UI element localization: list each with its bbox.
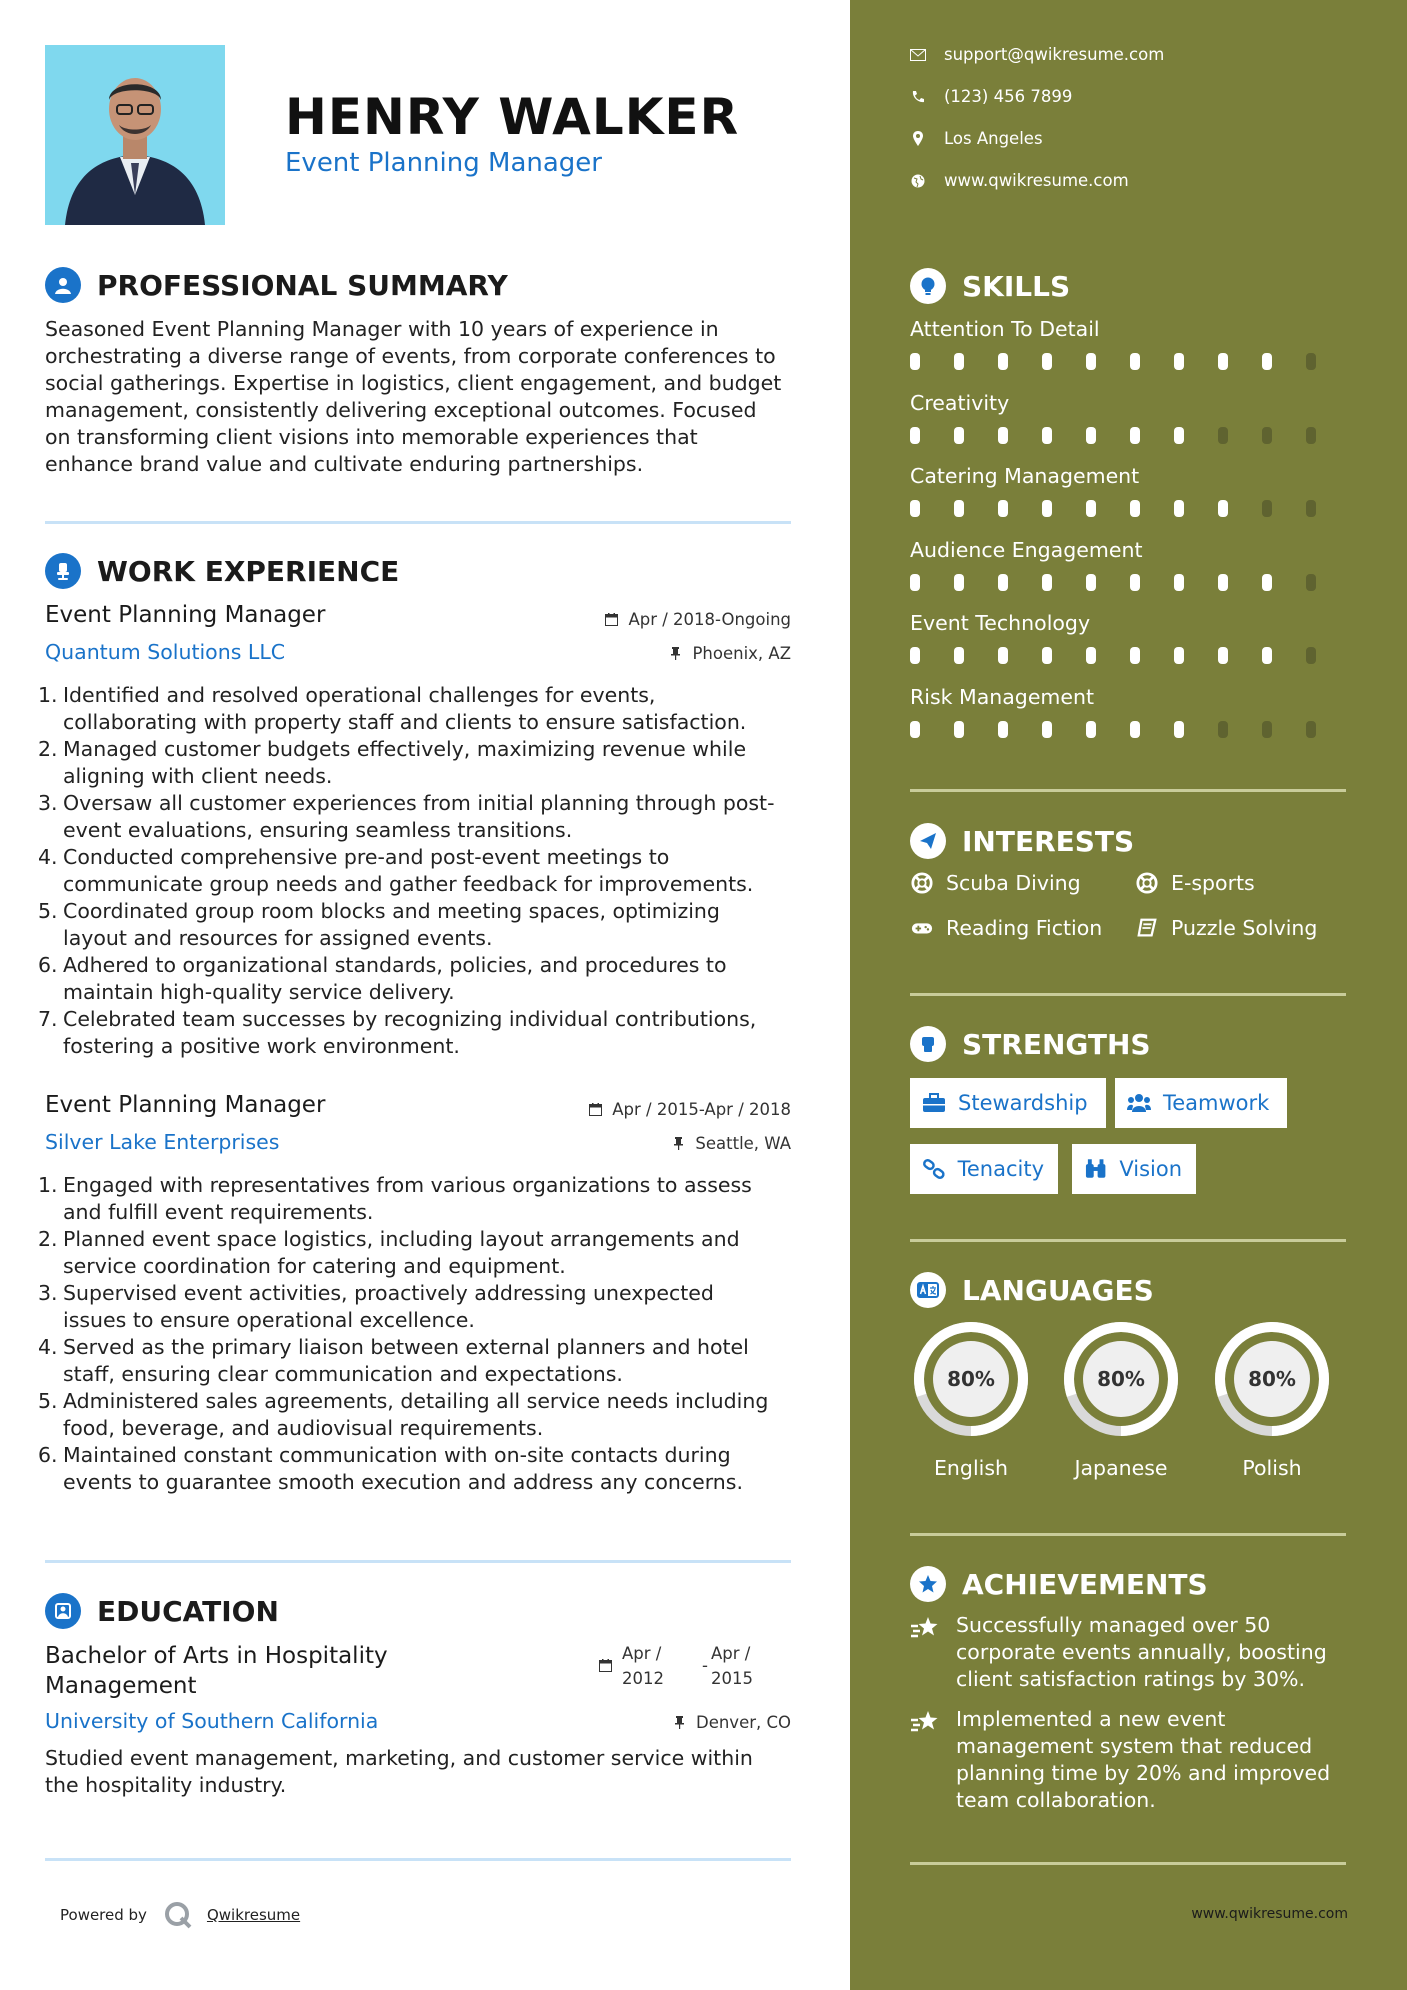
strength-chip: Tenacity: [910, 1144, 1058, 1194]
contact-phone[interactable]: (123) 456 7899: [910, 87, 1072, 106]
powered-by-text: Powered by: [60, 1906, 147, 1924]
calendar-icon: [599, 1659, 612, 1672]
rating-dot-filled: [1130, 500, 1140, 517]
rating-dot-filled: [1174, 721, 1184, 738]
section-interests-heading: [910, 823, 1134, 859]
sidebar: [850, 0, 1407, 1990]
list-item: 6. Adhered to organizational standards, policies, and procedures to maintain high-quality service delivery.: [38, 953, 727, 1004]
section-education-heading: [45, 1593, 279, 1629]
summary-text: [45, 316, 795, 478]
language-item: [910, 1318, 1032, 1480]
section-languages-heading: [910, 1272, 1154, 1308]
star-badge-icon: [910, 1566, 946, 1602]
rating-dot-empty: [1262, 500, 1272, 517]
divider: [910, 993, 1346, 996]
education-location-text: Denver, CO: [695, 1713, 791, 1732]
globe-icon: [910, 173, 926, 189]
skill-label: Attention To Detail: [910, 317, 1100, 341]
rating-dot-filled: [1042, 647, 1052, 664]
list-item: 3. Supervised event activities, proactively addressing unexpected issues to ensure operational excellence.: [38, 1281, 714, 1332]
language-percent: 80%: [1097, 1367, 1145, 1391]
rating-dot-filled: [1174, 427, 1184, 444]
divider: [910, 1239, 1346, 1242]
rating-dot-filled: [1086, 500, 1096, 517]
skill-label: Event Technology: [910, 611, 1091, 635]
rating-dot-filled: [1086, 721, 1096, 738]
fist-icon: [910, 1026, 946, 1062]
interest-item: Scuba Diving: [910, 871, 1081, 895]
shooting-star-icon: [910, 1708, 942, 1736]
skill-rating: [910, 353, 1350, 370]
section-strengths-heading: [910, 1026, 1151, 1062]
rating-dot-filled: [998, 427, 1008, 444]
language-item: [1060, 1318, 1182, 1480]
rating-dot-filled: [1130, 353, 1140, 370]
map-pin-icon: [910, 131, 926, 147]
rating-dot-filled: [910, 721, 920, 738]
rating-dot-empty: [1306, 353, 1316, 370]
list-item: 6. Maintained constant communication with on-site contacts during events to guarantee smooth execution and address any concerns.: [38, 1443, 743, 1494]
office-chair-icon: [45, 553, 81, 589]
job-title: Event Planning Manager: [45, 602, 326, 628]
language-progress-ring: [910, 1318, 1032, 1440]
language-item: [1211, 1318, 1333, 1480]
rating-dot-filled: [1086, 427, 1096, 444]
job-company: Quantum Solutions LLC: [45, 640, 286, 664]
rating-dot-filled: [998, 574, 1008, 591]
rating-dot-empty: [1306, 721, 1316, 738]
skill-label: Risk Management: [910, 684, 1095, 709]
qwikresume-link[interactable]: Qwikresume: [206, 1906, 301, 1924]
divider: [45, 521, 791, 524]
rating-dot-filled: [1042, 427, 1052, 444]
interest-item: Reading Fiction: [910, 916, 1102, 940]
rating-dot-filled: [1042, 500, 1052, 517]
rating-dot-filled: [910, 647, 920, 664]
summary-line: social gatherings. Expertise in logistics, client engagement, and budget: [45, 371, 782, 395]
achievement-item: Successfully managed over 50 corporate events annually, boosting client satisfaction ratings by 30%.: [910, 1612, 1350, 1693]
rating-dot-filled: [1086, 647, 1096, 664]
rating-dot-filled: [1218, 500, 1228, 517]
users-icon: [1127, 1092, 1151, 1114]
degree-line: Management: [45, 1673, 197, 1699]
section-skills-heading: [910, 268, 1070, 304]
section-achievements-heading: [910, 1566, 1208, 1602]
rating-dot-filled: [1262, 647, 1272, 664]
skill-rating: [910, 574, 1350, 591]
rating-dot-filled: [1130, 721, 1140, 738]
graduate-icon: [45, 1593, 81, 1629]
education-end-date: Apr / 2015: [711, 1644, 753, 1688]
job-location-text: Phoenix, AZ: [692, 644, 791, 663]
section-education-title: EDUCATION: [97, 1594, 279, 1628]
rating-dot-filled: [954, 647, 964, 664]
rating-dot-filled: [1174, 500, 1184, 517]
paper-plane-icon: [910, 823, 946, 859]
rating-dot-filled: [954, 574, 964, 591]
skill-rating: [910, 647, 1350, 664]
rating-dot-filled: [1042, 721, 1052, 738]
summary-line: orchestrating a diverse range of events, from corporate conferences to: [45, 344, 776, 368]
strength-chip: Stewardship: [910, 1078, 1106, 1128]
rating-dot-empty: [1218, 721, 1228, 738]
job-location: [669, 644, 791, 663]
language-percent: 80%: [947, 1367, 995, 1391]
education-date-separator: -: [702, 1656, 708, 1675]
section-strengths-title: STRENGTHS: [962, 1027, 1151, 1061]
divider: [45, 1560, 791, 1563]
rating-dot-filled: [1262, 574, 1272, 591]
section-interests-title: INTERESTS: [962, 824, 1135, 858]
list-item: 3. Oversaw all customer experiences from initial planning through post- event evaluations, ensuring seamless transitions.: [38, 791, 775, 842]
rating-dot-filled: [998, 500, 1008, 517]
rating-dot-filled: [1218, 574, 1228, 591]
section-work-title: WORK EXPERIENCE: [97, 554, 400, 588]
skill-label: Audience Engagement: [910, 537, 1143, 562]
phone-icon: [910, 89, 926, 105]
rating-dot-filled: [910, 574, 920, 591]
job-bullets: [38, 1172, 798, 1496]
contact-website[interactable]: www.qwikresume.com: [910, 171, 1129, 190]
rating-dot-filled: [954, 427, 964, 444]
translate-icon: [910, 1272, 946, 1308]
skill-rating: [910, 721, 1350, 738]
language-name: Japanese: [1074, 1456, 1168, 1480]
education-start-date: Apr / 2012: [622, 1644, 664, 1688]
divider: [910, 789, 1346, 792]
education-school: University of Southern California: [45, 1709, 379, 1733]
rating-dot-filled: [954, 353, 964, 370]
list-item: 7. Celebrated team successes by recognizing individual contributions, fostering a positive work environment.: [38, 1007, 757, 1058]
candidate-name: HENRY WALKER: [285, 88, 740, 146]
briefcase-icon: [922, 1092, 946, 1114]
section-languages-title: LANGUAGES: [962, 1273, 1154, 1307]
strength-chip: Teamwork: [1115, 1078, 1287, 1128]
envelope-icon: [910, 47, 926, 63]
rating-dot-filled: [1174, 647, 1184, 664]
rating-dot-empty: [1262, 427, 1272, 444]
language-percent: 80%: [1248, 1367, 1296, 1391]
rating-dot-filled: [954, 500, 964, 517]
list-item: 2. Planned event space logistics, including layout arrangements and service coordination for catering and equipment.: [38, 1227, 740, 1278]
section-summary-title: PROFESSIONAL SUMMARY: [97, 268, 508, 302]
contact-location: Los Angeles: [910, 129, 1043, 148]
qwikresume-logo-icon: [163, 1900, 193, 1930]
calendar-icon: [605, 613, 618, 626]
summary-line: enhance brand value and cultivate enduring partnerships.: [45, 452, 644, 476]
summary-line: management, consistently delivering exceptional outcomes. Focused: [45, 398, 757, 422]
divider: [910, 1862, 1346, 1865]
job-company: Silver Lake Enterprises: [45, 1130, 280, 1154]
degree-line: Bachelor of Arts in Hospitality: [45, 1643, 388, 1669]
rating-dot-filled: [910, 427, 920, 444]
shooting-star-icon: [910, 1614, 942, 1642]
divider: [910, 1533, 1346, 1536]
rating-dot-filled: [954, 721, 964, 738]
degree-title: [45, 1641, 388, 1701]
job-date-text: Apr / 2018-Ongoing: [628, 610, 791, 629]
rating-dot-filled: [1042, 353, 1052, 370]
list-item: 2. Managed customer budgets effectively, maximizing revenue while aligning with client needs.: [38, 737, 747, 788]
rating-dot-filled: [910, 353, 920, 370]
section-achievements-title: ACHIEVEMENTS: [962, 1567, 1208, 1601]
pin-icon: [672, 1137, 685, 1150]
rating-dot-filled: [1218, 353, 1228, 370]
contact-email[interactable]: support@qwikresume.com: [910, 45, 1164, 64]
skill-rating: [910, 427, 1350, 444]
calendar-icon: [589, 1103, 602, 1116]
section-skills-title: SKILLS: [962, 269, 1071, 303]
rating-dot-filled: [1262, 353, 1272, 370]
education-location: [673, 1713, 791, 1732]
footer-website[interactable]: www.qwikresume.com: [1191, 1906, 1348, 1922]
interest-item: E-sports: [1135, 871, 1255, 895]
language-name: Polish: [1242, 1456, 1302, 1480]
list-item: 5. Administered sales agreements, detailing all service needs including food, beverage, and audiovisual requirements.: [38, 1389, 769, 1440]
summary-line: Seasoned Event Planning Manager with 10 years of experience in: [45, 317, 719, 341]
list-item: 1. Identified and resolved operational challenges for events, collaborating with property staff and clients to ensure satisfaction.: [38, 683, 747, 734]
life-ring-icon: [910, 872, 934, 894]
rating-dot-filled: [1086, 353, 1096, 370]
job-location-text: Seattle, WA: [695, 1134, 791, 1153]
candidate-title: Event Planning Manager: [285, 148, 602, 178]
rating-dot-filled: [1130, 574, 1140, 591]
rating-dot-filled: [1174, 353, 1184, 370]
skill-label: Creativity: [910, 390, 1010, 415]
job-date: [605, 610, 791, 629]
interest-item: Puzzle Solving: [1135, 916, 1317, 940]
pin-icon: [673, 1716, 686, 1729]
profile-photo: [45, 45, 225, 225]
rating-dot-filled: [1086, 574, 1096, 591]
link-icon: [922, 1158, 946, 1180]
pin-icon: [669, 647, 682, 660]
job-date: [589, 1100, 791, 1119]
rating-dot-filled: [1042, 574, 1052, 591]
rating-dot-filled: [910, 500, 920, 517]
education-description: Studied event management, marketing, and customer service within the hospitality industry.: [45, 1746, 753, 1797]
achievement-item: Implemented a new event management system that reduced planning time by 20% and improved team collaboration.: [910, 1706, 1350, 1814]
divider: [45, 1858, 791, 1861]
job-bullets: [38, 682, 798, 1060]
language-name: English: [933, 1456, 1009, 1480]
job-title: Event Planning Manager: [45, 1092, 326, 1118]
rating-dot-empty: [1306, 647, 1316, 664]
job-date-text: Apr / 2015-Apr / 2018: [612, 1100, 791, 1119]
rating-dot-filled: [1174, 574, 1184, 591]
rating-dot-empty: [1262, 721, 1272, 738]
rating-dot-filled: [1130, 427, 1140, 444]
gamepad-icon: [910, 917, 934, 939]
rating-dot-filled: [1130, 647, 1140, 664]
list-item: 5. Coordinated group room blocks and meeting spaces, optimizing layout and resources for assigned events.: [38, 899, 720, 950]
rating-dot-empty: [1306, 574, 1316, 591]
list-item: 4. Conducted comprehensive pre-and post-event meetings to communicate group needs and gather feedback for improvements.: [38, 845, 754, 896]
book-icon: [1135, 917, 1159, 939]
language-progress-ring: [1211, 1318, 1333, 1440]
list-item: 4. Served as the primary liaison between external planners and hotel staff, ensuring clear communication and expectations.: [38, 1335, 749, 1386]
life-ring-icon: [1135, 872, 1159, 894]
rating-dot-filled: [998, 721, 1008, 738]
summary-line: on transforming client visions into memorable experiences that: [45, 425, 698, 449]
skill-rating: [910, 500, 1350, 517]
language-progress-ring: [1060, 1318, 1182, 1440]
rating-dot-empty: [1306, 427, 1316, 444]
binoculars-icon: [1084, 1158, 1107, 1180]
rating-dot-filled: [998, 353, 1008, 370]
lightbulb-icon: [910, 268, 946, 304]
job-location: [672, 1134, 791, 1153]
strength-chip: Vision: [1072, 1144, 1196, 1194]
list-item: 1. Engaged with representatives from various organizations to assess and fulfill event requirements.: [38, 1173, 752, 1224]
user-icon: [45, 267, 81, 303]
rating-dot-filled: [998, 647, 1008, 664]
section-work-heading: [45, 553, 399, 589]
rating-dot-empty: [1306, 500, 1316, 517]
footer-powered-by: [60, 1900, 300, 1930]
section-summary-heading: [45, 267, 508, 303]
rating-dot-filled: [1218, 647, 1228, 664]
rating-dot-empty: [1218, 427, 1228, 444]
skill-label: Catering Management: [910, 464, 1140, 488]
